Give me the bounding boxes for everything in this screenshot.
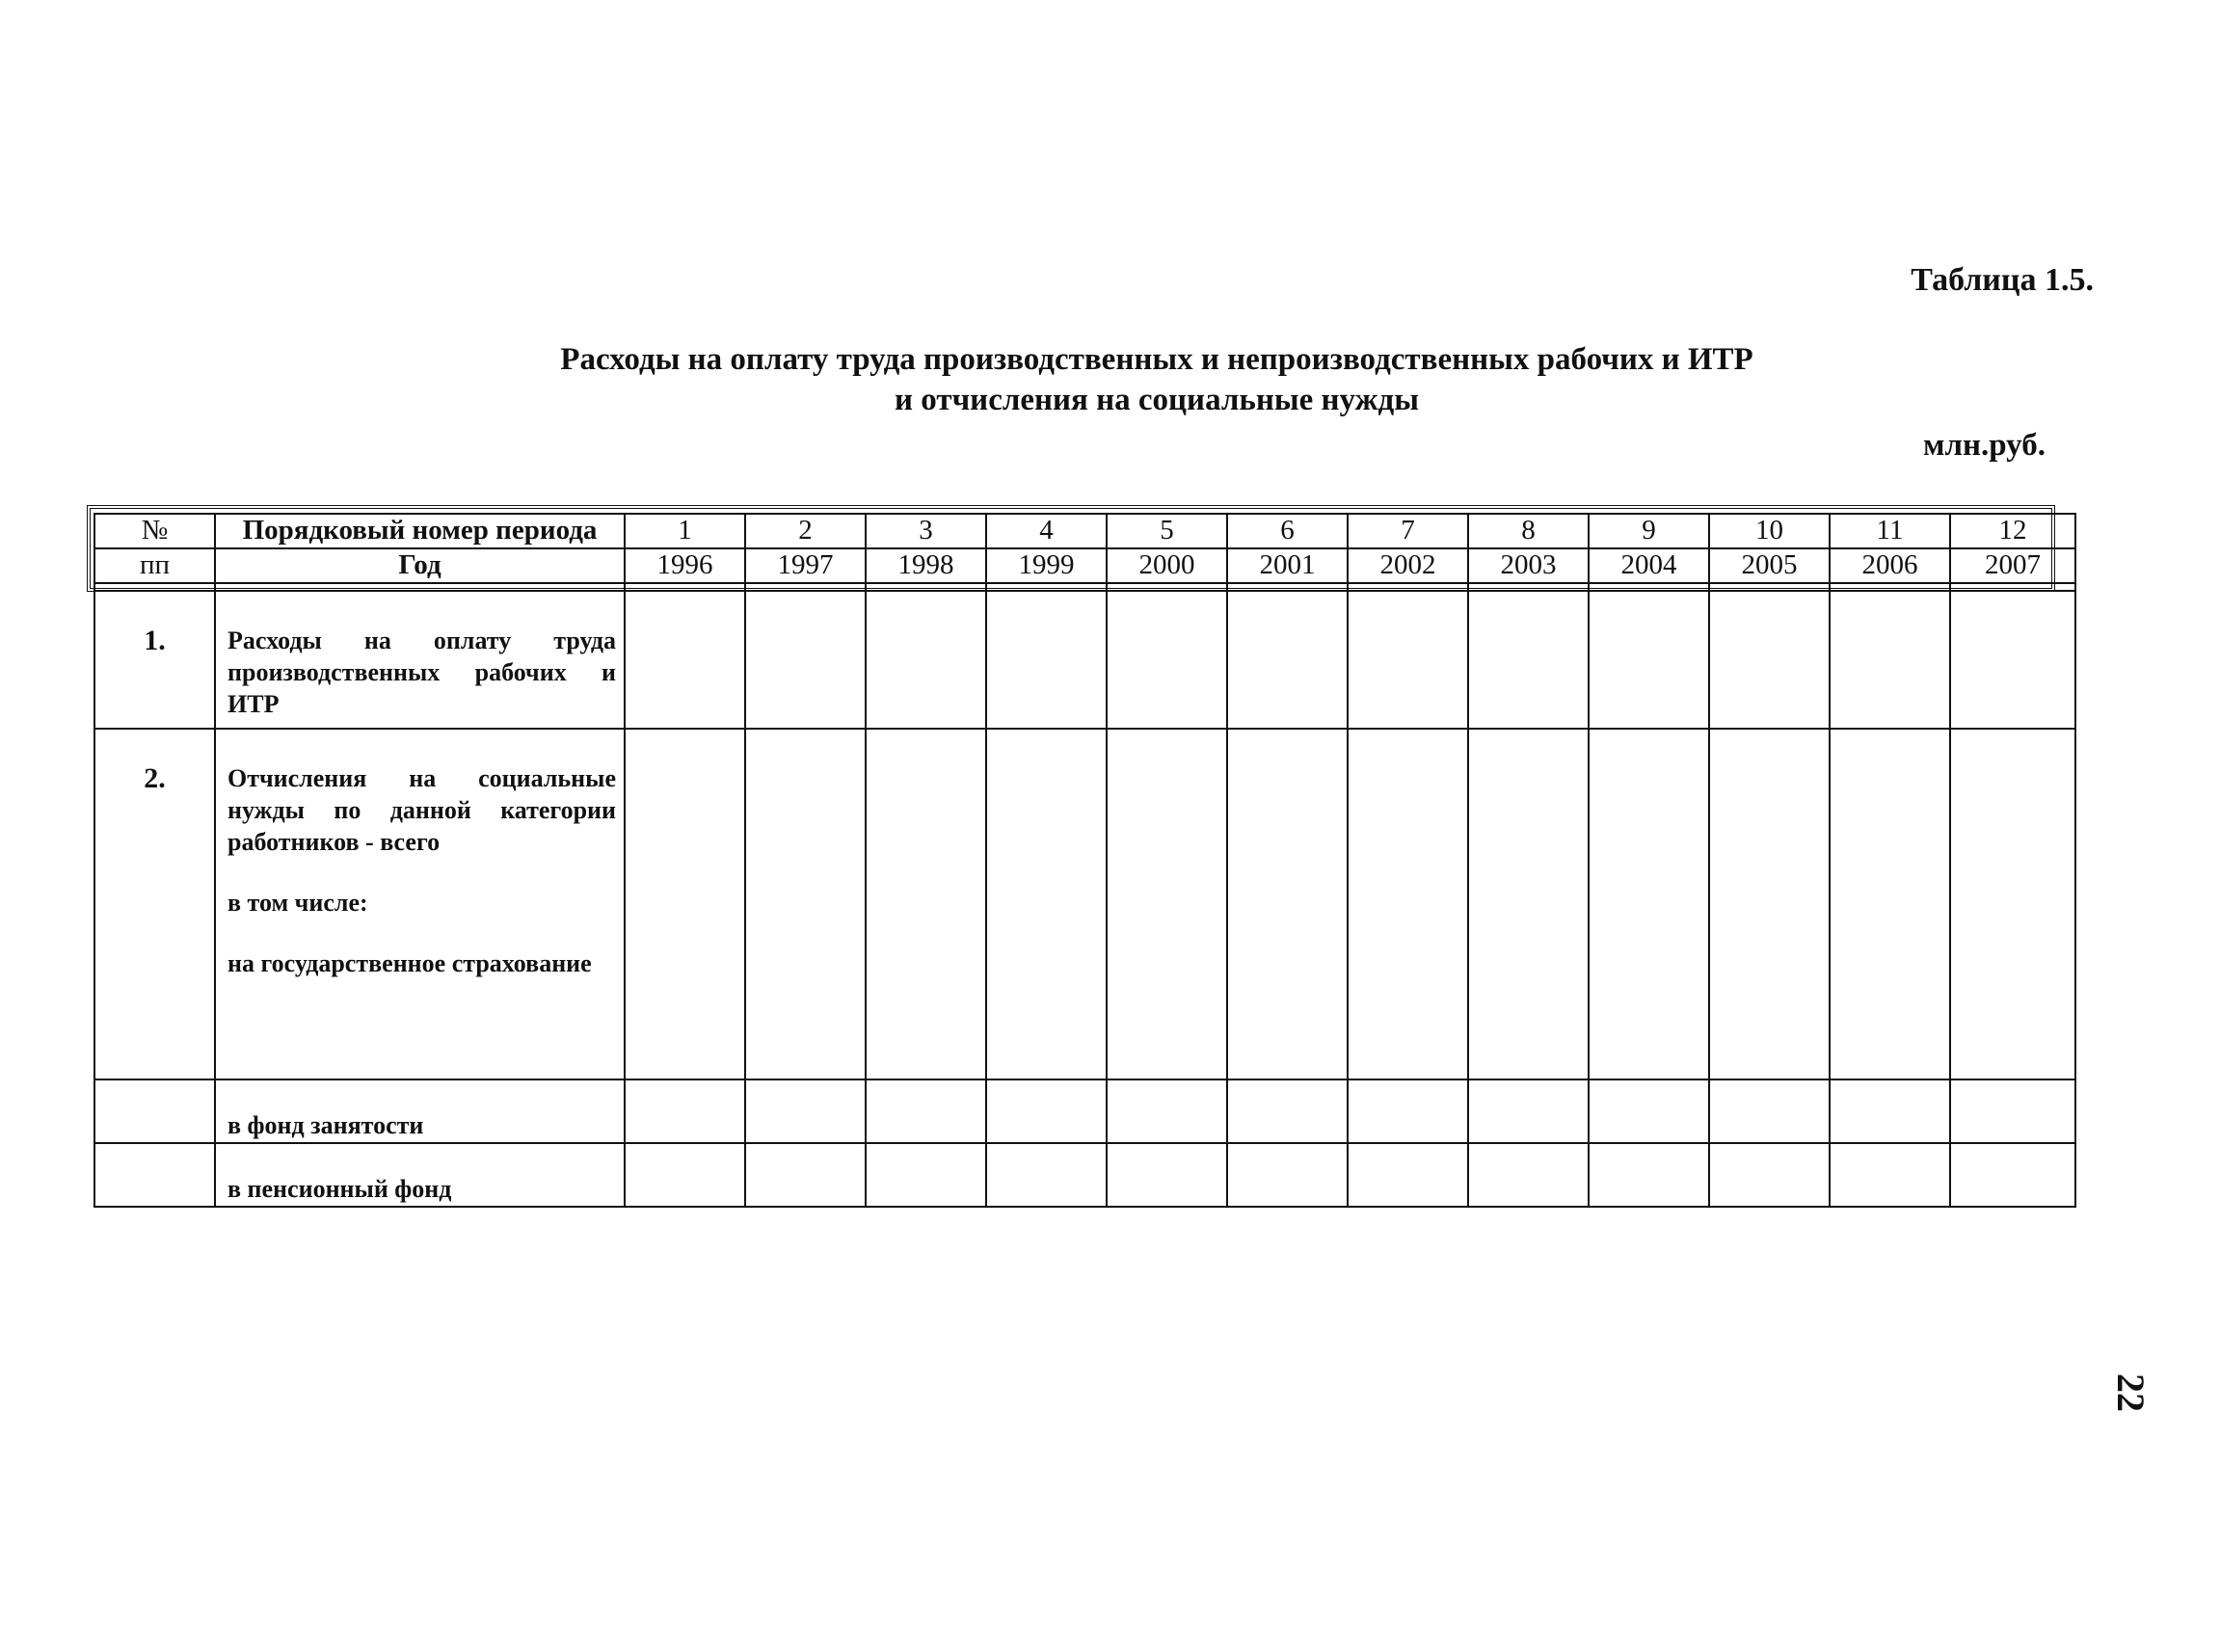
row-description: в пенсионный фонд (215, 1143, 625, 1207)
period-cell: 5 (1107, 514, 1227, 548)
table-row (94, 729, 2075, 1079)
data-cell (866, 1079, 986, 1143)
header-row-periods (94, 514, 2075, 548)
year-cell: 1999 (986, 548, 1107, 583)
data-cell (1348, 1143, 1468, 1207)
data-cell (1709, 591, 1830, 729)
data-cell (1348, 591, 1468, 729)
row-description-subitem: на государственное страхование (227, 949, 592, 977)
period-cell: 1 (625, 514, 745, 548)
table-row (94, 1143, 2075, 1207)
table-row (94, 591, 2075, 729)
data-cell (1830, 591, 1950, 729)
row-description (215, 729, 625, 1079)
data-cell (1709, 729, 1830, 1079)
period-cell: 9 (1589, 514, 1709, 548)
row-description-main: Отчисления на социальные нужды по данной категории работников - всего (227, 764, 616, 856)
num-label-top: № (94, 514, 215, 548)
data-cell (745, 1079, 866, 1143)
data-cell (1589, 1143, 1709, 1207)
data-cell (625, 729, 745, 1079)
data-cell (1589, 1079, 1709, 1143)
data-cell (1227, 591, 1348, 729)
year-cell: 2003 (1468, 548, 1589, 583)
year-cell: 2001 (1227, 548, 1348, 583)
year-cell: 2006 (1830, 548, 1950, 583)
period-cell: 2 (745, 514, 866, 548)
period-cell: 12 (1950, 514, 2075, 548)
data-cell (625, 591, 745, 729)
table-row (94, 1079, 2075, 1143)
data-cell (1830, 729, 1950, 1079)
units-label: млн.руб. (1923, 428, 2046, 463)
data-cell (866, 729, 986, 1079)
data-cell (1950, 1143, 2075, 1207)
row-number: 1. (94, 591, 215, 729)
data-cell (1107, 1079, 1227, 1143)
data-cell (866, 591, 986, 729)
year-cell: 1998 (866, 548, 986, 583)
row-description: Расходы на оплату труда производственных рабочих и ИТР (215, 591, 625, 729)
data-cell (1709, 1079, 1830, 1143)
data-cell (1227, 1143, 1348, 1207)
year-cell: 2007 (1950, 548, 2075, 583)
data-cell (1950, 591, 2075, 729)
data-cell (1830, 1079, 1950, 1143)
data-cell (986, 1143, 1107, 1207)
data-cell (1830, 1143, 1950, 1207)
period-label: Порядковый номер периода (215, 514, 625, 548)
row-number: 2. (94, 729, 215, 1079)
expenses-table (94, 513, 2076, 1208)
data-cell (745, 729, 866, 1079)
data-cell (745, 1143, 866, 1207)
row-description: в фонд занятости (215, 1079, 625, 1143)
period-cell: 6 (1227, 514, 1348, 548)
data-cell (1468, 1079, 1589, 1143)
year-cell: 2005 (1709, 548, 1830, 583)
period-cell: 11 (1830, 514, 1950, 548)
year-cell: 1996 (625, 548, 745, 583)
title-line-1: Расходы на оплату труда производственных и непроизводственных рабочих и ИТР (560, 342, 1753, 377)
data-cell (1468, 1143, 1589, 1207)
period-cell: 3 (866, 514, 986, 548)
data-cell (1107, 1143, 1227, 1207)
data-cell (1227, 1079, 1348, 1143)
title-line-2: и отчисления на социальные нужды (895, 383, 1419, 417)
period-cell: 8 (1468, 514, 1589, 548)
row-description-subheading: в том числе: (227, 889, 368, 917)
data-cell (1107, 729, 1227, 1079)
data-cell (745, 591, 866, 729)
data-cell (986, 591, 1107, 729)
data-cell (1107, 591, 1227, 729)
year-cell: 2004 (1589, 548, 1709, 583)
header-gap (94, 583, 2075, 591)
page-number: 22 (2109, 1373, 2153, 1412)
data-cell (986, 729, 1107, 1079)
header-row-years (94, 548, 2075, 583)
data-cell (1227, 729, 1348, 1079)
year-cell: 1997 (745, 548, 866, 583)
data-cell (1950, 729, 2075, 1079)
data-cell (1589, 591, 1709, 729)
data-cell (1348, 1079, 1468, 1143)
year-cell: 2002 (1348, 548, 1468, 583)
data-cell (1348, 729, 1468, 1079)
data-cell (866, 1143, 986, 1207)
data-cell (625, 1143, 745, 1207)
data-cell (625, 1079, 745, 1143)
data-cell (1468, 591, 1589, 729)
row-number (94, 1143, 215, 1207)
data-cell (1950, 1079, 2075, 1143)
data-cell (1589, 729, 1709, 1079)
period-cell: 7 (1348, 514, 1468, 548)
num-label-bottom: пп (94, 548, 215, 583)
data-cell (1709, 1143, 1830, 1207)
row-number (94, 1079, 215, 1143)
data-cell (1468, 729, 1589, 1079)
data-cell (986, 1079, 1107, 1143)
year-label: Год (215, 548, 625, 583)
table-title (318, 339, 1995, 420)
period-cell: 4 (986, 514, 1107, 548)
period-cell: 10 (1709, 514, 1830, 548)
year-cell: 2000 (1107, 548, 1227, 583)
table-number-label: Таблица 1.5. (1911, 262, 2094, 298)
